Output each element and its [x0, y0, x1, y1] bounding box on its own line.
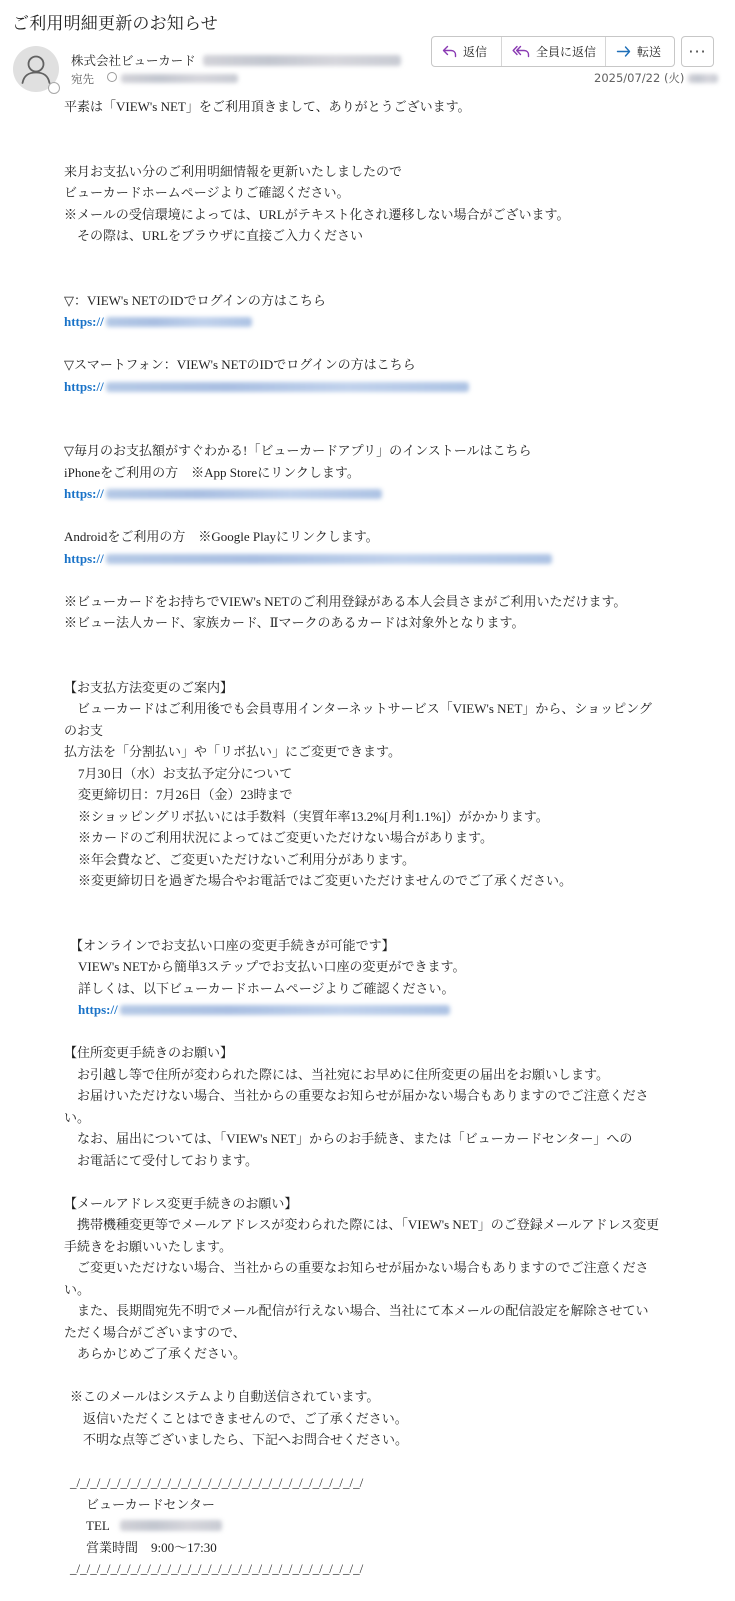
address-line: お電話にて受付しております。 [64, 1152, 258, 1168]
email-body [64, 96, 664, 1580]
android-line: Androidをご利用の方 ※Google Playにリンクします。 [64, 529, 379, 544]
date-text: 2025/07/22 (火) [594, 71, 685, 85]
presence-status-icon [48, 82, 60, 94]
reply-all-icon [512, 45, 530, 58]
note-line: ※ビュー法人カード、家族カード、Ⅱマークのあるカードは対象外となります。 [64, 615, 525, 630]
payment-line: ※年会費など、ご変更いただけないご利用分があります。 [78, 851, 415, 867]
payment-line: 払方法を「分割払い」や「リボ払い」にご変更できます。 [64, 744, 401, 759]
mail-line: あらかじめご了承ください。 [64, 1346, 247, 1361]
system-notice-line: 不明な点等ございましたら、下記へお問合せください。 [70, 1432, 409, 1447]
mail-heading: 【メールアドレス変更手続きのお願い】 [64, 1195, 298, 1211]
reply-all-label: 全員に返信 [536, 45, 597, 59]
reply-button[interactable] [432, 37, 502, 66]
mail-line: ただく場合がございますので、 [64, 1324, 246, 1340]
url-prefix[interactable]: https:// [64, 314, 104, 329]
address-line: お引越し等で住所が変わられた際には、当社宛にお早めに住所変更の届出をお願いします。 [64, 1066, 609, 1082]
url-prefix[interactable]: https:// [64, 378, 104, 394]
forward-button[interactable] [606, 37, 674, 66]
account-heading: 【オンラインでお支払い口座の変更手続きが可能です】 [70, 937, 395, 953]
payment-line: ※カードのご利用状況によってはご変更いただけない場合があります。 [78, 830, 493, 845]
mail-line: い。 [64, 1281, 91, 1297]
address-line: い。 [64, 1109, 91, 1125]
address-heading: 【住所変更手続きのお願い】 [64, 1045, 234, 1060]
url-prefix[interactable]: https:// [78, 1002, 118, 1017]
payment-line: 変更締切日：7月26日（金）23時まで [78, 787, 293, 802]
update-line: ※メールの受信環境によっては、URLがテキスト化され遷移しない場合がございます。 [64, 206, 570, 222]
mail-line: 携帯機種変更等でメールアドレスが変わられた際には、「VIEW's NET」のご登録メールアドレス変更 [64, 1217, 660, 1232]
signature-tel [64, 1515, 664, 1537]
signature-divider: _/_/_/_/_/_/_/_/_/_/_/_/_/_/_/_/_/_/_/_/_/_/_/_/_/_/_/_/_/ [70, 1475, 364, 1490]
account-line: 詳しくは、以下ビューカードホームページよりご確認ください。 [78, 980, 455, 996]
login-sp-link[interactable] [64, 376, 664, 398]
email-date [594, 70, 718, 86]
reply-all-button[interactable] [502, 37, 606, 66]
greeting: 平素は「VIEW's NET」をご利用頂きまして、ありがとうございます。 [64, 99, 471, 114]
url-redacted[interactable] [106, 382, 469, 392]
more-actions-button[interactable]: ··· [681, 36, 714, 67]
reply-label: 返信 [463, 45, 488, 59]
system-notice-line: ※このメールはシステムより自動送信されています。 [70, 1389, 380, 1404]
reply-icon [442, 45, 457, 58]
signature-hours: 営業時間 9:00～17:30 [86, 1539, 217, 1555]
email-action-bar [431, 36, 675, 67]
account-line: VIEW's NETから簡単3ステップでお支払い口座の変更ができます。 [78, 959, 466, 974]
update-line: その際は、URLをブラウザに直接ご入力ください [64, 228, 364, 243]
to-label: 宛先 [71, 72, 94, 86]
url-prefix[interactable]: https:// [64, 486, 104, 501]
mail-line: ご変更いただけない場合、当社からの重要なお知らせが届かない場合もありますのでご注意くださ [64, 1260, 649, 1275]
forward-icon [616, 45, 631, 58]
tel-label: TEL [86, 1518, 110, 1533]
payment-line: ※変更締切日を過ぎた場合やお電話ではご変更いただけませんのでご了承ください。 [78, 873, 573, 888]
android-link[interactable] [64, 548, 664, 570]
signature-divider: _/_/_/_/_/_/_/_/_/_/_/_/_/_/_/_/_/_/_/_/_/_/_/_/_/_/_/_/_/ [70, 1561, 364, 1576]
recipient-email-redacted[interactable] [121, 74, 238, 83]
mail-line: また、長期間宛先不明でメール配信が行えない場合、当社にて本メールの配信設定を解除させてい [64, 1303, 649, 1318]
signature-center: ビューカードセンター [86, 1496, 215, 1512]
update-line: 来月お支払い分のご利用明細情報を更新いたしましたので [64, 163, 403, 179]
url-redacted[interactable] [106, 489, 382, 499]
email-subject: ご利用明細更新のお知らせ [12, 14, 218, 34]
login-sp-heading: ▽スマートフォン：VIEW's NETのIDでログインの方はこちら [64, 357, 416, 372]
login-pc-heading: ▽：VIEW's NETのIDでログインの方はこちら [64, 292, 326, 308]
payment-heading: 【お支払方法変更のご案内】 [64, 679, 234, 695]
url-redacted[interactable] [106, 554, 552, 564]
url-redacted[interactable] [106, 317, 252, 327]
url-redacted[interactable] [120, 1005, 450, 1015]
time-redacted [688, 74, 718, 83]
system-notice-line: 返信いただくことはできませんので、ご了承ください。 [70, 1410, 408, 1426]
iphone-link[interactable] [64, 483, 664, 505]
address-line: なお、届出については、「VIEW's NET」からのお手続き、または「ビューカードセンター」への [64, 1131, 633, 1146]
recipient-status-icon [107, 72, 117, 82]
iphone-line: iPhoneをご利用の方 ※App Storeにリンクします。 [64, 464, 360, 480]
payment-line: ※ショッピングリボ払いには手数料（実質年率13.2%[月利1.1%]）がかかります。 [78, 808, 549, 824]
sender-email-redacted [203, 55, 401, 66]
login-pc-link[interactable] [64, 311, 664, 333]
payment-line: ビューカードはご利用後でも会員専用インターネットサービス「VIEW's NET」から、ショッピングのお支 [64, 701, 652, 738]
account-link[interactable] [64, 999, 664, 1021]
mail-line: 手続きをお願いいたします。 [64, 1238, 232, 1254]
url-prefix[interactable]: https:// [64, 550, 104, 566]
update-line: ビューカードホームページよりご確認ください。 [64, 185, 350, 200]
payment-line: 7月30日（水）お支払予定分について [78, 765, 293, 781]
phone-redacted [120, 1520, 222, 1531]
note-line: ※ビューカードをお持ちでVIEW's NETのご利用登録がある本人会員さまがご利用いただけます。 [64, 593, 627, 609]
app-heading: ▽毎月のお支払額がすぐわかる!「ビューカードアプリ」のインストールはこちら [64, 443, 532, 458]
sender-name[interactable]: 株式会社ビューカード [71, 53, 196, 68]
address-line: お届けいただけない場合、当社からの重要なお知らせが届かない場合もありますのでご注意くださ [64, 1088, 649, 1103]
forward-label: 転送 [637, 45, 662, 59]
